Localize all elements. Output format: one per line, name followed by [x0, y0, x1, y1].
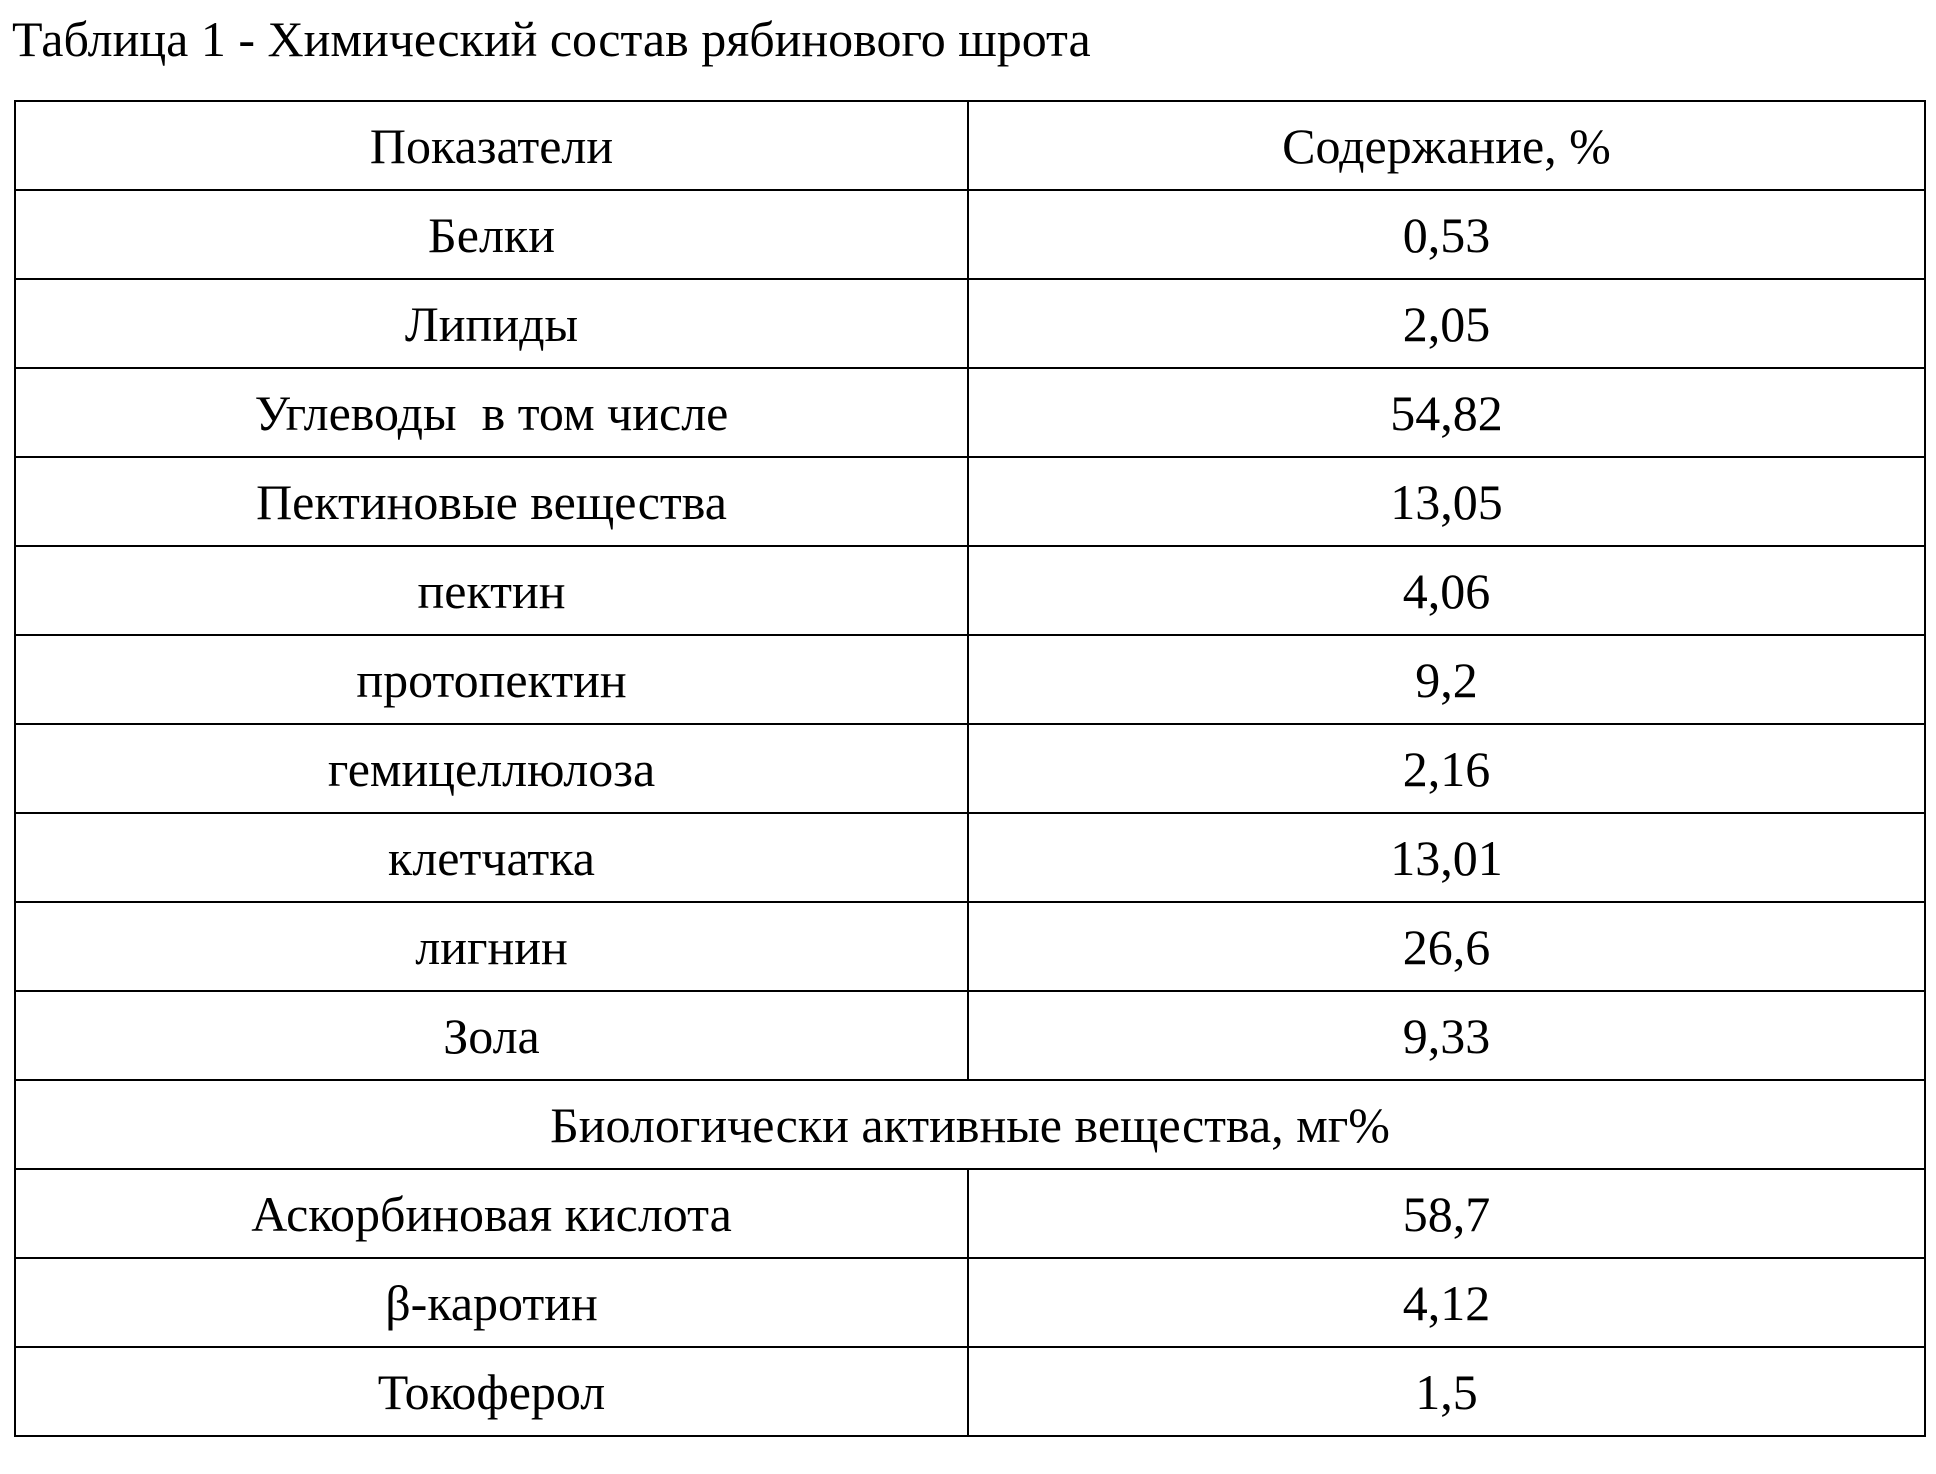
table-row [15, 813, 1925, 902]
indicator-cell: гемицеллюлоза [15, 724, 968, 813]
value-cell: 9,2 [968, 635, 1925, 724]
value-cell: 2,16 [968, 724, 1925, 813]
table-caption: Таблица 1 - Химический состав рябинового шрота [12, 11, 1091, 67]
indicator-cell: пектин [15, 546, 968, 635]
chemical-composition-table [14, 100, 1926, 1437]
indicator-cell: протопектин [15, 635, 968, 724]
indicator-cell: Аскорбиновая кислота [15, 1169, 968, 1258]
indicator-cell: Токоферол [15, 1347, 968, 1436]
value-cell: 54,82 [968, 368, 1925, 457]
indicator-cell: лигнин [15, 902, 968, 991]
value-cell: 0,53 [968, 190, 1925, 279]
value-cell: 4,06 [968, 546, 1925, 635]
table-row [15, 1169, 1925, 1258]
value-cell: 13,05 [968, 457, 1925, 546]
table-row [15, 190, 1925, 279]
indicator-cell: Пектиновые вещества [15, 457, 968, 546]
header-row [15, 101, 1925, 190]
value-cell: 9,33 [968, 991, 1925, 1080]
value-cell: 2,05 [968, 279, 1925, 368]
indicator-cell: Зола [15, 991, 968, 1080]
section-header: Биологически активные вещества, мг% [15, 1080, 1925, 1169]
value-cell: 4,12 [968, 1258, 1925, 1347]
table-row [15, 457, 1925, 546]
value-cell: 58,7 [968, 1169, 1925, 1258]
table-row [15, 1347, 1925, 1436]
value-cell: 26,6 [968, 902, 1925, 991]
section-header-row [15, 1080, 1925, 1169]
table-row [15, 902, 1925, 991]
table-row [15, 279, 1925, 368]
value-cell: 1,5 [968, 1347, 1925, 1436]
indicator-cell: β-каротин [15, 1258, 968, 1347]
table-row [15, 546, 1925, 635]
table-row [15, 635, 1925, 724]
indicator-cell: Углеводы в том числе [15, 368, 968, 457]
indicator-cell: Липиды [15, 279, 968, 368]
value-cell: 13,01 [968, 813, 1925, 902]
column-header-indicator: Показатели [15, 101, 968, 190]
indicator-cell: клетчатка [15, 813, 968, 902]
column-header-content: Содержание, % [968, 101, 1925, 190]
table-row [15, 368, 1925, 457]
table-row [15, 724, 1925, 813]
indicator-cell: Белки [15, 190, 968, 279]
table-row [15, 1258, 1925, 1347]
table-row [15, 991, 1925, 1080]
